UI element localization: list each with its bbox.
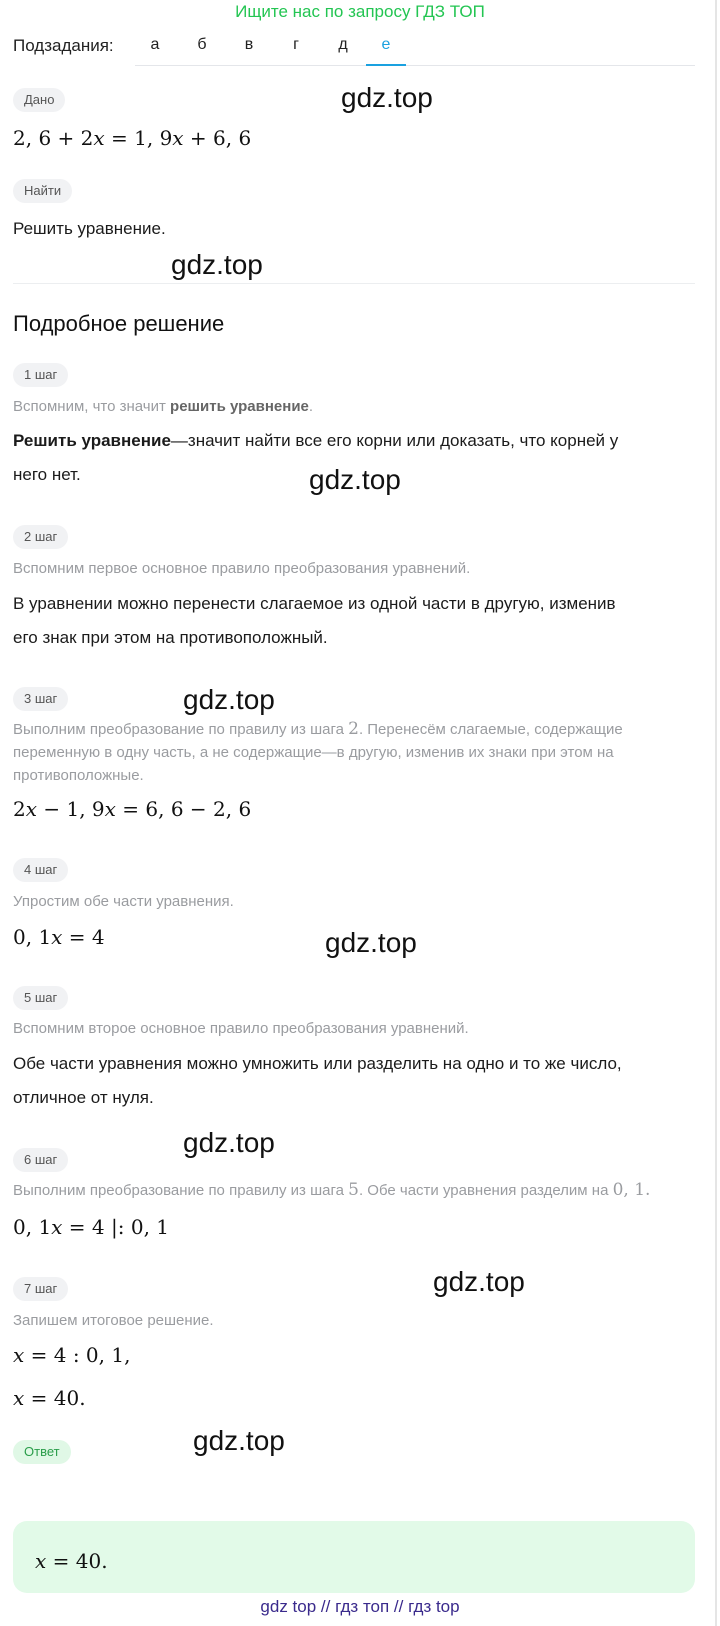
step-5-label-wrap [13, 986, 68, 1010]
tab-d[interactable]: д [338, 36, 348, 53]
footer-links[interactable]: gdz top // гдз топ // гдз top [260, 1597, 460, 1616]
step-2-text: В уравнении можно перенести слагаемое из одной части в другую, изменив его знак при этом на противоположный. [13, 594, 616, 647]
subtasks-label: Подзадания: [13, 36, 114, 55]
step-label: 7 шаг [13, 1277, 68, 1301]
step-1-label-wrap [13, 363, 68, 387]
step-2-hint: Вспомним первое основное правило преобразования уравнений. [13, 560, 471, 577]
step-3-hint: Выполним преобразование по правилу из шага 2. Перенесём слагаемые, содержащие переменную в одну часть, а не содержащие—в другую, изменив их знаки при этом на противоположные. [13, 719, 623, 784]
step-6-hint: Выполним преобразование по правилу из шага 5. Обе части уравнения разделим на 0, 1. [13, 1180, 651, 1200]
step-label: 4 шаг [13, 858, 68, 882]
tab-e[interactable]: е [366, 36, 406, 66]
step-label: 6 шаг [13, 1148, 68, 1172]
watermark: gdz.top [309, 464, 401, 495]
tab-v[interactable]: в [244, 36, 254, 53]
step-4-label-wrap [13, 858, 68, 882]
answer-label-wrap [13, 1440, 71, 1464]
step-3-equation: 2x − 1, 9x = 6, 6 − 2, 6 [13, 797, 252, 821]
step-7-equation-1: x = 4 : 0, 1, [13, 1343, 131, 1367]
step-7-label-wrap [13, 1277, 68, 1301]
find-label-wrap [13, 179, 72, 203]
watermark: gdz.top [171, 249, 263, 280]
subtask-tabs [135, 30, 695, 66]
watermark: gdz.top [341, 82, 433, 113]
answer-box [13, 1521, 695, 1593]
watermark: gdz.top [433, 1266, 525, 1297]
answer-label: Ответ [13, 1440, 71, 1464]
step-5-text: Обе части уравнения можно умножить или разделить на одно и то же число, отличное от нуля. [13, 1054, 622, 1107]
given-label: Дано [13, 88, 65, 112]
step-4-hint: Упростим обе части уравнения. [13, 893, 234, 910]
step-6-label-wrap [13, 1148, 68, 1172]
step-label: 5 шаг [13, 986, 68, 1010]
watermark: gdz.top [193, 1425, 285, 1456]
tab-a[interactable]: а [150, 36, 160, 53]
watermark: gdz.top [325, 927, 417, 958]
step-label: 1 шаг [13, 363, 68, 387]
watermark: gdz.top [183, 684, 275, 715]
divider [13, 283, 695, 284]
step-3-label-wrap [13, 687, 68, 711]
watermark: gdz.top [183, 1127, 275, 1158]
solution-title: Подробное решение [13, 311, 225, 336]
find-label: Найти [13, 179, 72, 203]
step-label: 3 шаг [13, 687, 68, 711]
find-text: Решить уравнение. [13, 219, 166, 238]
tab-b[interactable]: б [197, 36, 207, 53]
step-7-hint: Запишем итоговое решение. [13, 1312, 214, 1329]
step-2-label-wrap [13, 525, 68, 549]
given-label-wrap [13, 88, 65, 112]
scrollbar[interactable] [715, 0, 717, 1626]
search-banner[interactable]: Ищите нас по запросу ГДЗ ТОП [235, 2, 485, 21]
step-5-hint: Вспомним второе основное правило преобразования уравнений. [13, 1020, 469, 1037]
step-1-hint: Вспомним, что значит решить уравнение. [13, 398, 314, 415]
step-4-equation: 0, 1x = 4 [13, 925, 105, 949]
tab-g[interactable]: г [293, 36, 299, 53]
answer-equation: x = 40. [35, 1549, 108, 1573]
step-6-equation: 0, 1x = 4 |: 0, 1 [13, 1215, 170, 1239]
given-equation: 2, 6 + 2x = 1, 9x + 6, 6 [13, 126, 252, 150]
step-1-text: Решить уравнение—значит найти все его корни или доказать, что корней у него нет. [13, 431, 619, 484]
step-label: 2 шаг [13, 525, 68, 549]
step-7-equation-2: x = 40. [13, 1386, 86, 1410]
